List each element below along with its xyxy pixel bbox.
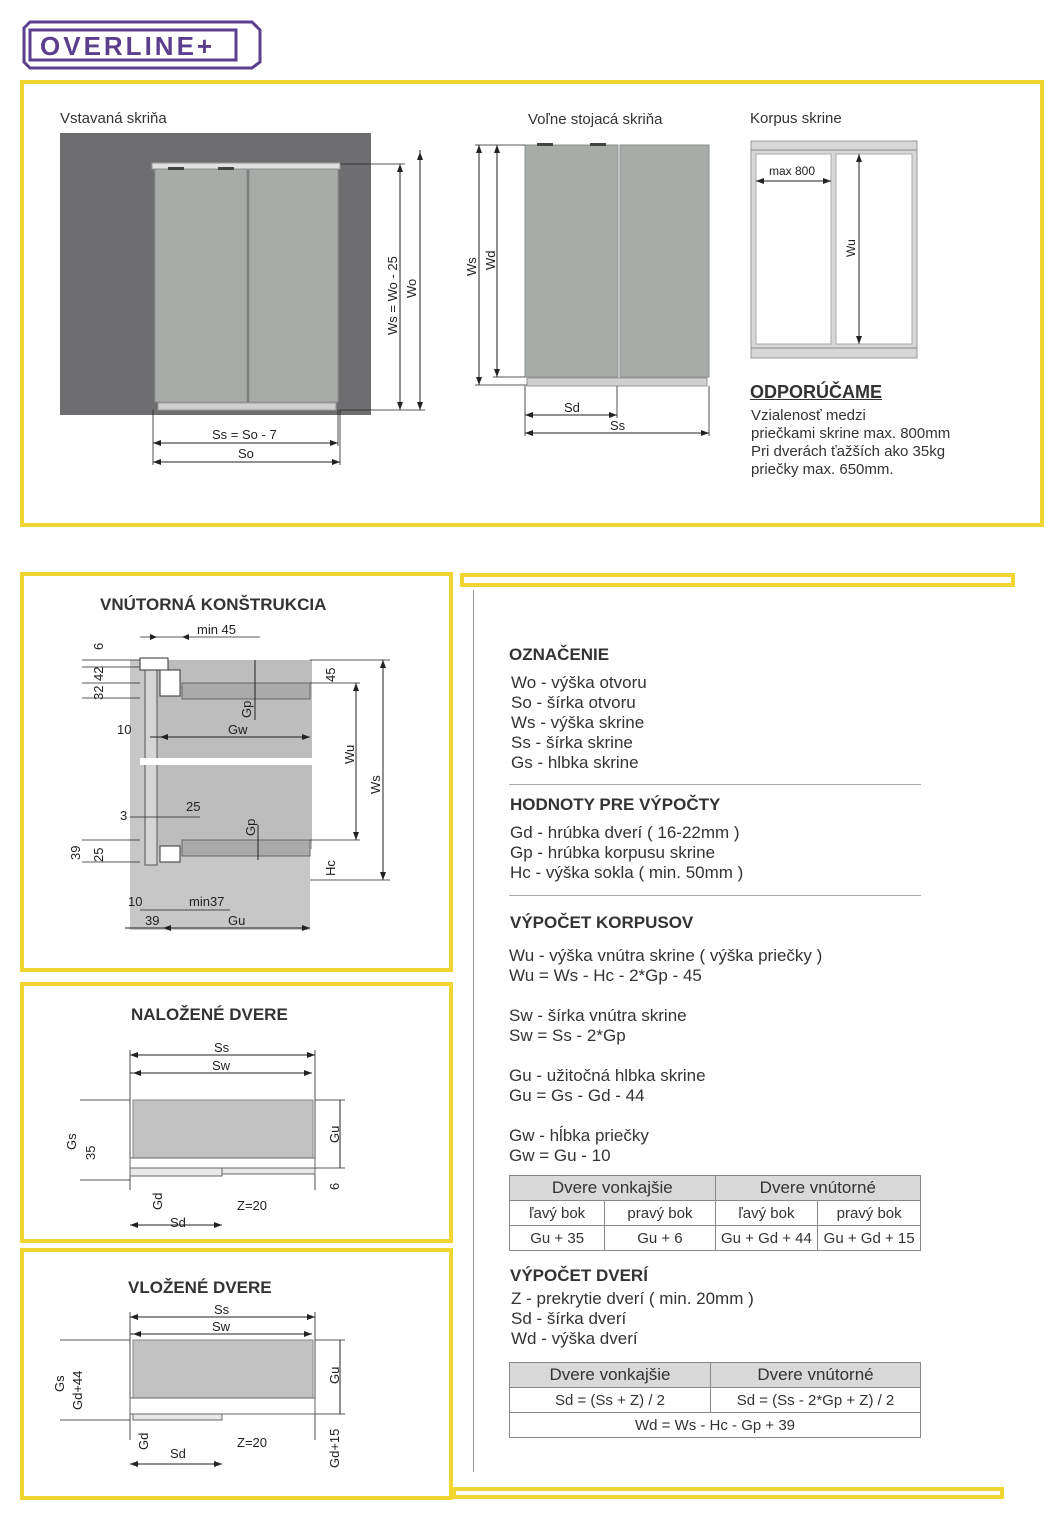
divider	[509, 895, 921, 896]
inset-title: VLOŽENÉ DVERE	[128, 1278, 272, 1297]
built-in-title: Vstavaná skriňa	[60, 110, 167, 127]
door-left	[155, 169, 247, 402]
fs-door-right	[620, 145, 709, 377]
dim-42: 42	[91, 666, 106, 681]
sub-right: pravý bok	[818, 1201, 921, 1226]
calc-line: Gw - hĺbka priečky	[509, 1126, 649, 1145]
dim-max800: max 800	[769, 164, 816, 178]
legend-item: Ss - šírka skrine	[511, 733, 633, 752]
calc-line: Sw = Ss - 2*Gp	[509, 1026, 626, 1045]
val: Gu + Gd + 15	[818, 1226, 921, 1251]
col-outer: Dvere vonkajšie	[510, 1176, 716, 1201]
dim-32: 32	[91, 685, 106, 700]
dim-gu: Gu	[228, 913, 246, 928]
dim-gp-bottom: Gp	[243, 818, 258, 836]
val: Gu + 6	[605, 1226, 715, 1251]
calc-line: Wu - výška vnútra skrine ( výška priečky )	[509, 946, 823, 965]
overlay-gs: Gs	[64, 1133, 79, 1150]
sub-right: pravý bok	[605, 1201, 715, 1226]
dim-25: 25	[186, 799, 201, 814]
bottom-rail	[158, 403, 336, 410]
door-item: Sd - šírka dverí	[511, 1309, 627, 1328]
recommend-title: ODPORÚČAME	[750, 382, 883, 402]
door-table	[509, 1362, 921, 1438]
calc-line: Wu = Ws - Hc - 2*Gp - 45	[509, 966, 702, 985]
height-formula: Wd = Ws - Hc - Gp + 39	[510, 1413, 921, 1438]
inner-drawing	[0, 610, 453, 940]
inner-title: VNÚTORNÁ KONŠTRUKCIA	[100, 595, 327, 614]
recommend-line: Pri dverách ťažších ako 35kg	[751, 443, 946, 460]
overlay-35: 35	[83, 1145, 98, 1160]
dim-ss-so7: Ss = So - 7	[212, 427, 277, 442]
dim-so: So	[238, 446, 254, 461]
legend-item: Ws - výška skrine	[511, 713, 645, 732]
sub-left: ľavý bok	[715, 1201, 818, 1226]
overlay-sd: Sd	[170, 1215, 186, 1230]
door-calc-list	[511, 1289, 754, 1349]
calc-line: Gw = Gu - 10	[509, 1146, 611, 1165]
carcass-calc-title: VÝPOČET KORPUSOV	[510, 913, 694, 932]
calc-line: Sw - šírka vnútra skrine	[509, 1006, 687, 1025]
legend-item: Gs - hlbka skrine	[511, 753, 639, 772]
dim-min37: min37	[189, 894, 225, 909]
dim-6: 6	[91, 642, 106, 650]
calc-line: Gu = Gs - Gd - 44	[509, 1086, 645, 1105]
free-standing-title: Voľne stojacá skriňa	[528, 111, 663, 128]
overlay-gu: Gu	[327, 1125, 342, 1143]
dim-39b: 39	[145, 913, 160, 928]
inset-z20: Z=20	[237, 1435, 267, 1450]
col-inner: Dvere vnútorné	[711, 1363, 921, 1388]
fs-bottom	[527, 378, 707, 386]
carcass-title: Korpus skrine	[750, 110, 842, 127]
dim-45: 45	[323, 667, 338, 682]
inset-sd: Sd	[170, 1446, 186, 1461]
recommend-text	[751, 407, 950, 479]
divider	[509, 784, 921, 785]
dim-gp-top: Gp	[239, 700, 254, 718]
right-bottom-bar	[452, 1487, 1004, 1499]
right-top-bar	[460, 573, 1015, 587]
dim-wu-inner: Wu	[342, 744, 357, 764]
dim-ss: Ss	[610, 418, 626, 433]
inset-gd: Gd	[136, 1432, 151, 1450]
dim-wu: Wu	[844, 239, 858, 257]
overlay-title: NALOŽENÉ DVERE	[131, 1005, 288, 1024]
dim-sd: Sd	[564, 400, 580, 415]
recommend-line: priečky max. 650mm.	[751, 461, 894, 478]
overlay-gd: Gd	[150, 1192, 165, 1210]
col-outer: Dvere vonkajšie	[510, 1363, 711, 1388]
dim-39: 39	[68, 845, 83, 860]
inset-gs: Gs	[52, 1375, 67, 1392]
door-item: Z - prekrytie dverí ( min. 20mm )	[511, 1289, 754, 1308]
carcass-calc-list	[509, 946, 822, 1166]
val: Gu + 35	[510, 1226, 605, 1251]
inset-sw: Sw	[212, 1319, 231, 1334]
values-list	[510, 823, 743, 883]
carcass-table	[509, 1175, 921, 1251]
calc-line: Gu - užitočná hlbka skrine	[509, 1066, 706, 1085]
legend-item: So - šírka otvoru	[511, 693, 636, 712]
inner-formula: Sd = (Ss - 2*Gp + Z) / 2	[711, 1388, 921, 1413]
overlay-6: 6	[327, 1182, 342, 1190]
dim-gw: Gw	[228, 722, 248, 737]
overlay-drawing	[0, 1030, 453, 1235]
legend-title: OZNAČENIE	[509, 645, 610, 664]
overlay-sw: Sw	[212, 1058, 231, 1073]
values-item: Gp - hrúbka korpusu skrine	[510, 843, 716, 862]
overlay-z20: Z=20	[237, 1198, 267, 1213]
dim-min45: min 45	[197, 622, 237, 637]
dim-ws-inner: Ws	[368, 775, 383, 794]
dim-10b: 10	[128, 894, 143, 909]
dim-wo: Wo	[404, 278, 419, 298]
dim-ws-wo25: Ws = Wo - 25	[385, 256, 400, 335]
inset-gu: Gu	[327, 1366, 342, 1384]
inset-drawing	[0, 1300, 453, 1485]
values-item: Hc - výška sokla ( min. 50mm )	[510, 863, 744, 882]
overlay-ss: Ss	[214, 1040, 230, 1055]
inset-ss: Ss	[214, 1302, 230, 1317]
door-right	[249, 169, 338, 402]
legend-list	[511, 673, 647, 773]
values-title: HODNOTY PRE VÝPOČTY	[510, 795, 721, 814]
dim-10: 10	[117, 722, 132, 737]
col-inner: Dvere vnútorné	[715, 1176, 920, 1201]
values-item: Gd - hrúbka dverí ( 16-22mm )	[510, 823, 740, 842]
door-calc-title: VÝPOČET DVERÍ	[510, 1266, 648, 1285]
dim-25b: 25	[91, 847, 106, 862]
recommend-line: priečkami skrine max. 800mm	[751, 425, 951, 442]
legend-item: Wo - výška otvoru	[511, 673, 647, 692]
inset-gd15: Gd+15	[327, 1428, 342, 1468]
dim-wd: Wd	[483, 250, 498, 270]
logo-text: OVERLINE+	[40, 31, 216, 61]
dim-3: 3	[120, 808, 128, 823]
sub-left: ľavý bok	[510, 1201, 605, 1226]
inset-gd44: Gd+44	[70, 1370, 85, 1410]
dim-hc: Hc	[323, 860, 338, 876]
right-divider	[473, 590, 474, 1472]
fs-door-left	[525, 145, 618, 377]
door-item: Wd - výška dverí	[511, 1329, 638, 1348]
outer-formula: Sd = (Ss + Z) / 2	[510, 1388, 711, 1413]
dim-ws: Ws	[464, 257, 479, 276]
val: Gu + Gd + 44	[715, 1226, 818, 1251]
recommend-line: Vzialenosť medzi	[751, 407, 866, 424]
